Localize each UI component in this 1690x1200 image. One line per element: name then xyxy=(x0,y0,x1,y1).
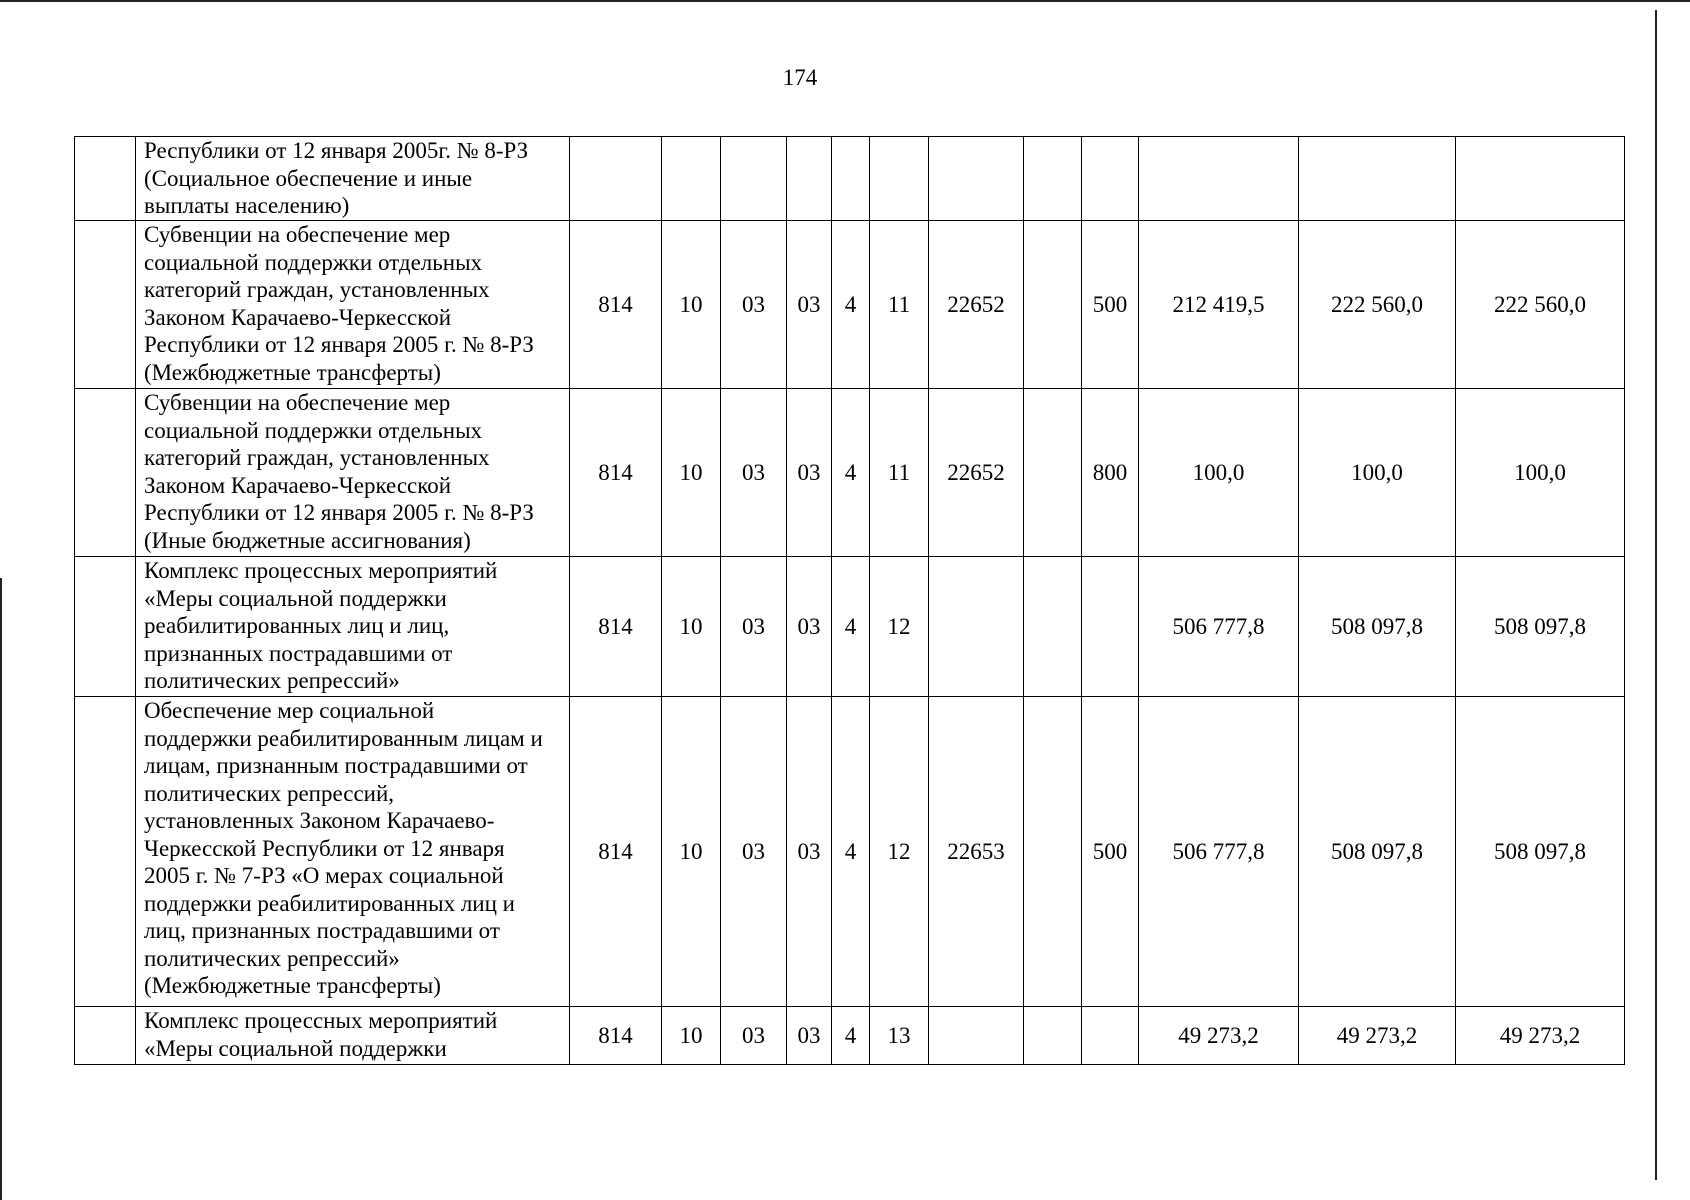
row-name-line: установленных Законом Карачаево- xyxy=(144,808,495,833)
scan-edge-left xyxy=(0,578,2,1200)
scan-edge-right xyxy=(1655,10,1657,1180)
program-cell xyxy=(787,137,832,221)
row-name-line: признанных пострадавшими от xyxy=(144,640,453,666)
row-name-cell xyxy=(136,389,570,557)
admin-code-cell: 814 xyxy=(570,221,662,389)
row-name-line: Республики от 12 января 2005 г. № 8-РЗ xyxy=(144,500,534,525)
program-type-cell: 4 xyxy=(832,1007,870,1065)
table-row xyxy=(75,697,1625,1007)
amount-2025-cell: 100,0 xyxy=(1299,389,1456,557)
row-name-line: (Социальное обеспечение и иные xyxy=(144,165,473,191)
row-name-line: выплаты населению) xyxy=(144,193,350,218)
row-name-cell xyxy=(136,221,570,389)
row-index-cell xyxy=(75,697,136,1007)
row-name-line: 2005 г. № 7-РЗ «О мерах социальной xyxy=(144,863,504,888)
row-index-cell xyxy=(75,221,136,389)
row-name-cell xyxy=(136,1007,570,1065)
row-name-line: «Меры социальной поддержки xyxy=(144,585,447,611)
direction-cell xyxy=(929,137,1024,221)
direction-cell: 22653 xyxy=(929,697,1024,1007)
row-name-line: Обеспечение мер социальной xyxy=(144,698,435,723)
row-index-cell xyxy=(75,389,136,557)
direction-cell xyxy=(929,1007,1024,1065)
row-name-line: Республики от 12 января 2005 г. № 8-РЗ xyxy=(144,332,534,357)
subprogram-cell: 12 xyxy=(870,557,929,697)
row-name-line: Законом Карачаево-Черкесской xyxy=(144,304,452,330)
section-cell: 10 xyxy=(662,389,721,557)
row-name-line: политических репрессий, xyxy=(144,780,395,806)
expense-type-cell xyxy=(1082,1007,1139,1065)
row-name-line: (Межбюджетные трансферты) xyxy=(144,973,441,998)
blank-cell xyxy=(1024,389,1082,557)
amount-2024-cell: 212 419,5 xyxy=(1139,221,1299,389)
table-row xyxy=(75,389,1625,557)
admin-code-cell: 814 xyxy=(570,697,662,1007)
amount-2024-cell: 506 777,8 xyxy=(1139,557,1299,697)
row-name-line: категорий граждан, установленных xyxy=(144,445,490,470)
section-cell: 10 xyxy=(662,221,721,389)
amount-2025-cell: 222 560,0 xyxy=(1299,221,1456,389)
direction-cell xyxy=(929,557,1024,697)
table-row xyxy=(75,137,1625,221)
row-name-line: «Меры социальной поддержки xyxy=(144,1035,447,1061)
row-name-line: лиц, признанных пострадавшими от xyxy=(144,918,500,943)
row-index-cell xyxy=(75,1007,136,1065)
scan-edge-top xyxy=(0,0,1690,2)
admin-code-cell: 814 xyxy=(570,1007,662,1065)
subprogram-cell xyxy=(870,137,929,221)
row-name-line: поддержки реабилитированным лицам и xyxy=(144,725,543,751)
table-row xyxy=(75,1007,1625,1065)
blank-cell xyxy=(1024,697,1082,1007)
row-name-cell xyxy=(136,137,570,221)
program-type-cell: 4 xyxy=(832,697,870,1007)
amount-2025-cell: 508 097,8 xyxy=(1299,697,1456,1007)
admin-code-cell: 814 xyxy=(570,557,662,697)
expense-type-cell xyxy=(1082,557,1139,697)
amount-2025-cell: 49 273,2 xyxy=(1299,1007,1456,1065)
amount-2026-cell: 100,0 xyxy=(1456,389,1625,557)
subsection-cell: 03 xyxy=(721,389,787,557)
program-type-cell: 4 xyxy=(832,221,870,389)
program-type-cell xyxy=(832,137,870,221)
row-name-line: Субвенции на обеспечение мер xyxy=(144,390,451,415)
program-cell: 03 xyxy=(787,221,832,389)
section-cell: 10 xyxy=(662,557,721,697)
direction-cell: 22652 xyxy=(929,389,1024,557)
budget-table xyxy=(74,136,1625,1065)
admin-code-cell: 814 xyxy=(570,389,662,557)
amount-2024-cell: 100,0 xyxy=(1139,389,1299,557)
row-name-line: социальной поддержки отдельных xyxy=(144,249,483,275)
row-index-cell xyxy=(75,137,136,221)
row-name-line: Черкесской Республики от 12 января xyxy=(144,835,505,861)
row-name-line: (Межбюджетные трансферты) xyxy=(144,359,441,385)
subprogram-cell: 12 xyxy=(870,697,929,1007)
section-cell: 10 xyxy=(662,1007,721,1065)
blank-cell xyxy=(1024,1007,1082,1065)
amount-2026-cell xyxy=(1456,137,1625,221)
program-cell: 03 xyxy=(787,697,832,1007)
row-index-cell xyxy=(75,557,136,697)
row-name-line: социальной поддержки отдельных xyxy=(144,417,483,443)
page-number: 174 xyxy=(782,65,818,90)
row-name-line: лицам, признанным пострадавшими от xyxy=(144,753,528,778)
row-name-line: Законом Карачаево-Черкесской xyxy=(144,472,452,498)
row-name-line: Республики от 12 января 2005г. № 8-РЗ xyxy=(144,138,529,163)
program-type-cell: 4 xyxy=(832,389,870,557)
expense-type-cell: 500 xyxy=(1082,697,1139,1007)
amount-2025-cell xyxy=(1299,137,1456,221)
section-cell: 10 xyxy=(662,697,721,1007)
row-name-line: политических репрессий» xyxy=(144,945,400,971)
amount-2024-cell xyxy=(1139,137,1299,221)
row-name-line: Комплекс процессных мероприятий xyxy=(144,1008,498,1033)
row-name-line: Субвенции на обеспечение мер xyxy=(144,222,451,247)
subsection-cell: 03 xyxy=(721,221,787,389)
program-cell: 03 xyxy=(787,557,832,697)
amount-2026-cell: 508 097,8 xyxy=(1456,557,1625,697)
row-name-line: политических репрессий» xyxy=(144,668,400,693)
amount-2025-cell: 508 097,8 xyxy=(1299,557,1456,697)
row-name-line: категорий граждан, установленных xyxy=(144,277,490,302)
blank-cell xyxy=(1024,137,1082,221)
amount-2024-cell: 506 777,8 xyxy=(1139,697,1299,1007)
amount-2026-cell: 508 097,8 xyxy=(1456,697,1625,1007)
blank-cell xyxy=(1024,557,1082,697)
program-type-cell: 4 xyxy=(832,557,870,697)
subprogram-cell: 13 xyxy=(870,1007,929,1065)
program-cell: 03 xyxy=(787,389,832,557)
row-name-line: поддержки реабилитированных лиц и xyxy=(144,890,515,916)
subprogram-cell: 11 xyxy=(870,389,929,557)
admin-code-cell xyxy=(570,137,662,221)
subprogram-cell: 11 xyxy=(870,221,929,389)
section-cell xyxy=(662,137,721,221)
row-name-line: Комплекс процессных мероприятий xyxy=(144,558,498,583)
expense-type-cell xyxy=(1082,137,1139,221)
expense-type-cell: 800 xyxy=(1082,389,1139,557)
blank-cell xyxy=(1024,221,1082,389)
subsection-cell xyxy=(721,137,787,221)
expense-type-cell: 500 xyxy=(1082,221,1139,389)
row-name-cell xyxy=(136,697,570,1007)
subsection-cell: 03 xyxy=(721,557,787,697)
direction-cell: 22652 xyxy=(929,221,1024,389)
program-cell: 03 xyxy=(787,1007,832,1065)
table-row xyxy=(75,557,1625,697)
amount-2026-cell: 49 273,2 xyxy=(1456,1007,1625,1065)
subsection-cell: 03 xyxy=(721,1007,787,1065)
row-name-line: реабилитированных лиц и лиц, xyxy=(144,613,450,638)
amount-2026-cell: 222 560,0 xyxy=(1456,221,1625,389)
table-row xyxy=(75,221,1625,389)
row-name-line: (Иные бюджетные ассигнования) xyxy=(144,527,471,553)
row-name-cell xyxy=(136,557,570,697)
amount-2024-cell: 49 273,2 xyxy=(1139,1007,1299,1065)
subsection-cell: 03 xyxy=(721,697,787,1007)
